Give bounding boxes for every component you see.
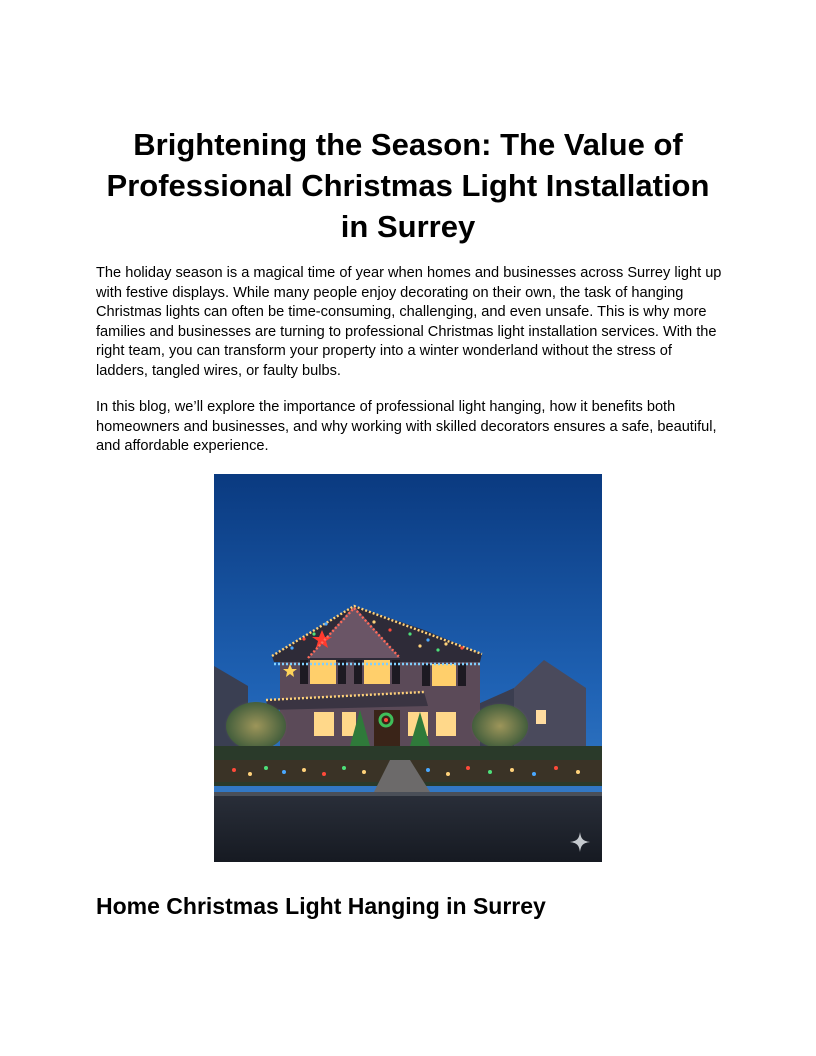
sparkle-icon [570, 832, 590, 852]
christmas-house-photo [214, 474, 602, 862]
page-title: Brightening the Season: The Value of Professional Christmas Light Installation in Surrey [106, 127, 710, 244]
intro-paragraph: The holiday season is a magical time of year when homes and businesses across Surrey light up with festive displays. While many people enjoy decorating on their own, the task of hanging Christmas lights can often be time-consuming, challenging, and even unsafe. This is why more families and businesses are turning to professional Christmas light installation services. With the right team, you can transform your property into a winter wonderland without the stress of ladders, tangled wires, or faulty bulbs. [96, 265, 722, 379]
section-heading: Home Christmas Light Hanging in Surrey [96, 893, 546, 919]
blog-overview-paragraph: In this blog, we’ll explore the importance of professional light hanging, how it benefits both homeowners and businesses, and why working with skilled decorators ensures a safe, beautiful, and affordable experience. [96, 399, 717, 455]
